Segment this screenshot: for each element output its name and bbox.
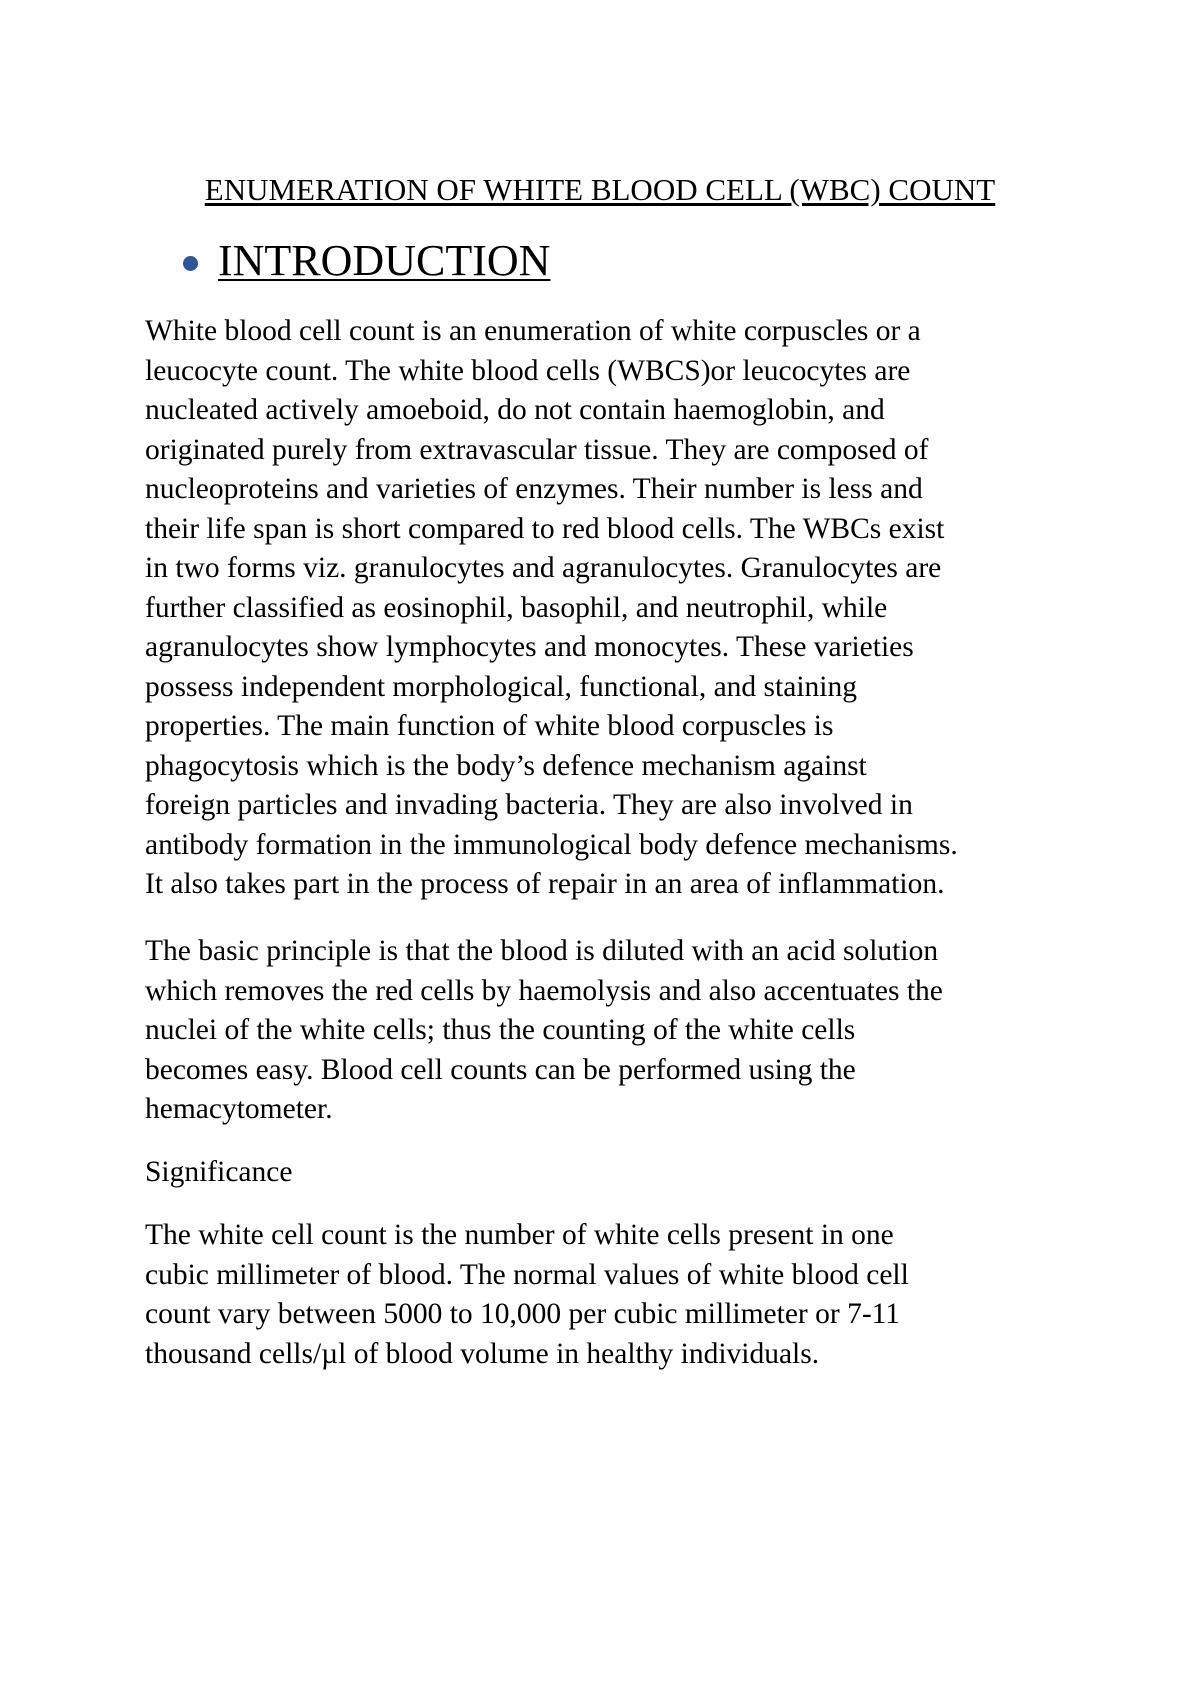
document-title: ENUMERATION OF WHITE BLOOD CELL (WBC) COUNT [204, 172, 996, 207]
paragraph-line: agranulocytes show lymphocytes and monocytes. These varieties [145, 631, 914, 663]
significance-heading-text: Significance [145, 1156, 293, 1188]
introduction-heading-text: INTRODUCTION [218, 236, 551, 285]
bullet-icon [183, 256, 198, 271]
paragraph-line: cubic millimeter of blood. The normal values of white blood cell [145, 1258, 909, 1291]
paragraph-line: count vary between 5000 to 10,000 per cubic millimeter or 7-11 [145, 1298, 901, 1330]
paragraph-line: It also takes part in the process of repair in an area of inflammation. [145, 868, 945, 900]
paragraph-line: thousand cells/µl of blood volume in healthy individuals. [145, 1337, 820, 1370]
paragraph-line: properties. The main function of white blood corpuscles is [145, 710, 834, 742]
paragraph-line: originated purely from extravascular tissue. They are composed of [145, 433, 929, 466]
paragraph-line: White blood cell count is an enumeration of white corpuscles or a [145, 315, 921, 347]
introduction-paragraph [145, 312, 958, 905]
significance-heading [145, 1153, 292, 1193]
paragraph-line: becomes easy. Blood cell counts can be performed using the [145, 1053, 856, 1086]
paragraph-line: possess independent morphological, functional, and staining [145, 670, 857, 703]
paragraph-line: phagocytosis which is the body’s defence mechanism against [145, 749, 867, 782]
paragraph-line: their life span is short compared to red blood cells. The WBCs exist [145, 512, 945, 545]
paragraph-line: in two forms viz. granulocytes and agranulocytes. Granulocytes are [145, 552, 942, 584]
paragraph-line: nucleoproteins and varieties of enzymes. Their number is less and [145, 473, 923, 505]
paragraph-line: further classified as eosinophil, basophil, and neutrophil, while [145, 591, 888, 624]
introduction-heading [183, 236, 550, 286]
principle-paragraph [145, 932, 943, 1130]
paragraph-line: antibody formation in the immunological body defence mechanisms. [145, 828, 958, 861]
paragraph-line: which removes the red cells by haemolysis and also accentuates the [145, 974, 943, 1007]
paragraph-line: nuclei of the white cells; thus the counting of the white cells [145, 1014, 856, 1046]
paragraph-line: hemacytometer. [145, 1093, 333, 1125]
paragraph-line: The white cell count is the number of white cells present in one [145, 1219, 894, 1251]
significance-paragraph [145, 1216, 909, 1374]
paragraph-line: nucleated actively amoeboid, do not contain haemoglobin, and [145, 394, 885, 426]
paragraph-line: The basic principle is that the blood is diluted with an acid solution [145, 935, 939, 967]
paragraph-line: leucocyte count. The white blood cells (WBCS)or leucocytes are [145, 354, 911, 387]
paragraph-line: foreign particles and invading bacteria. They are also involved in [145, 789, 913, 821]
